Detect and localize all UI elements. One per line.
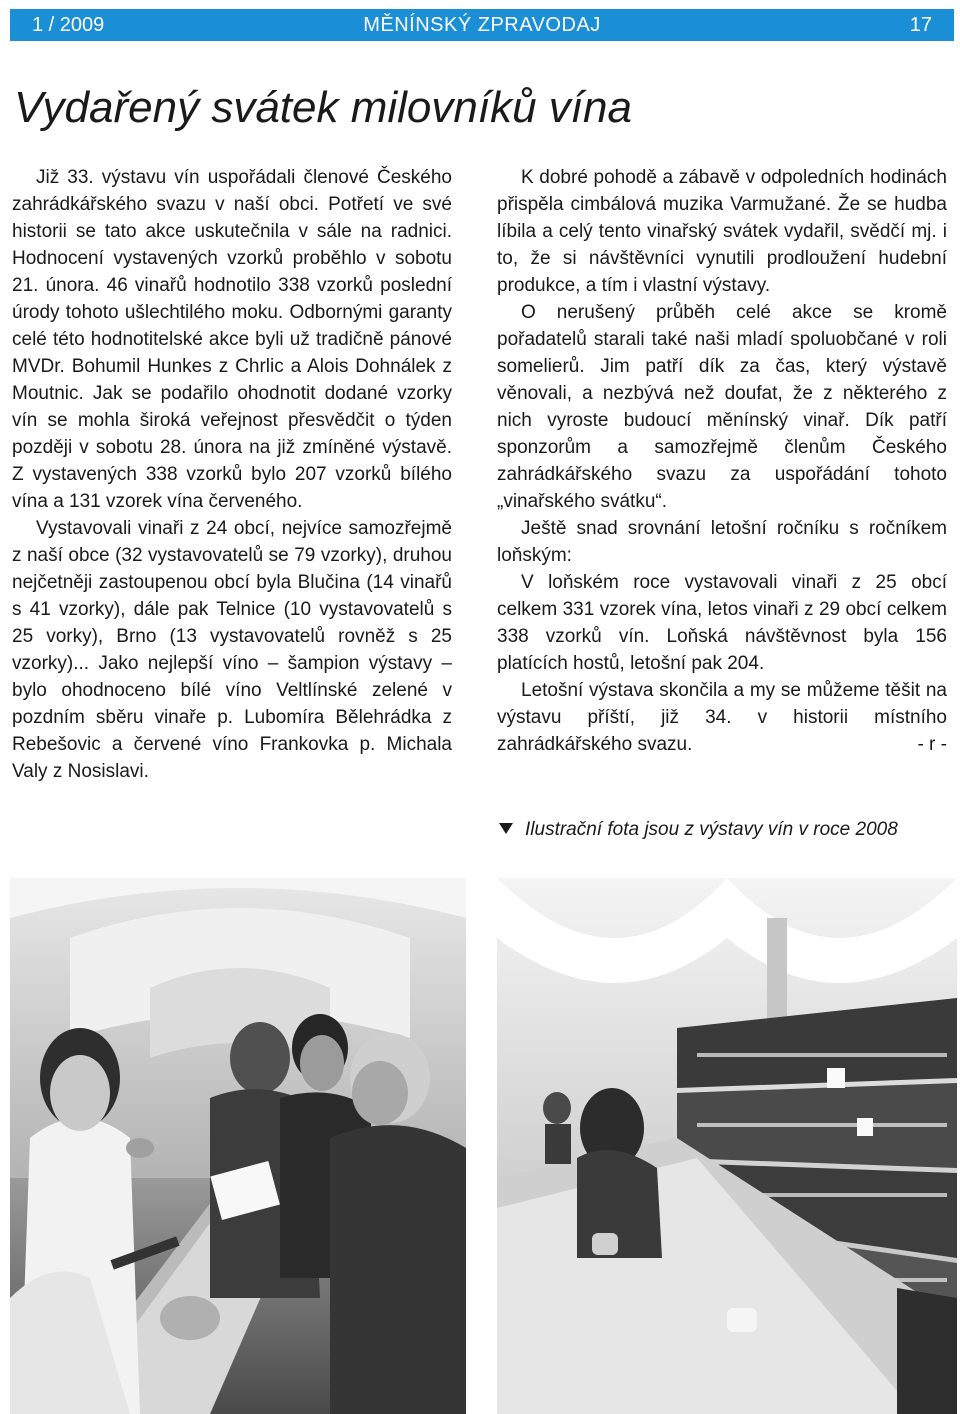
paragraph: Ještě snad srovnání letošní ročníku s ročníkem loňským: [497,518,947,566]
photo-right-graphic [497,878,957,1414]
article-title: Vydařený svátek milovníků vína [14,83,632,132]
page-number: 17 [909,14,932,36]
page-header [10,9,954,41]
paragraph: Již 33. výstavu vín uspořádali členové Českého zahrádkářského svazu v naší obci. Potřetí ve své historii se tato akce uskutečnila v sále na radnici. Hodnocení vystavených vzorků proběhlo v sobotu 21. února. 46 vinařů hodnotilo 338 vzorků poslední úrody tohoto ušlechtilého moku. Odbornými garanty celé této hodnotitelské akce byli už tradičně pánové MVDr. Bohumil Hunkes z Chrlic a Alois Dohnálek z Moutnic. Jak se podařilo ohodnotit dodané vzorky vín se mohla široká veřejnost přesvědčit o týden později v sobotu 28. února na již zmíněné výstavě. Z vystavených 338 vzorků bylo 207 vzorků bílého vína a 131 vzorek vína červeného. [12,167,452,512]
paragraph: V loňském roce vystavovali vinaři z 25 obcí celkem 331 vzorek vína, letos vinaři z 29 obcí celkem 338 vzorků vín. Loňská návštěvnost byla 156 platících hostů, letošní pak 204. [497,572,947,674]
paragraph: O nerušený průběh celé akce se kromě pořadatelů starali také naši mladí spoluobčané v roli somelierů. Jim patří dík za čas, který výstavě věnovali, a nezbývá než doufat, že z některého z nich vyroste budoucí měnínský vinař. Dík patří sponzorům a samozřejmě členům Českého zahrádkářského svazu za uspořádání tohoto „vinařského svátku“. [497,302,947,512]
paragraph: K dobré pohodě a zábavě v odpoledních hodinách přispěla cimbálová muzika Varmužané. Že se hudba líbila a celý tento vinařský svátek vydařil, svědčí mj. i to, že si návštěvníci vynutili prodloužení hudební produkce, a tím i vlastní výstavy. [497,167,947,296]
left-column [12,164,452,785]
paragraph: Vystavovali vinaři z 24 obcí, nejvíce samozřejmě z naší obce (32 vystavovatelů se 79 vzorky), druhou nejčetněji zastoupenou obcí byla Blučina (14 vinařů s 41 vzorky), dále pak Telnice (10 vystavovatelů s 25 vorky), Brno (13 vystavovatelů rovněž s 25 vzorky)... Jako nejlepší víno – šampion výstavy – bylo ohodnoceno bílé víno Veltlínské zelené v pozdním sběru vinaře p. Lubomíra Bělehrádka z Rebešovic a červené víno Frankovka p. Michala Valy z Nosislavi. [12,518,452,782]
photo-caption-text: Ilustrační fota jsou z výstavy vín v roce 2008 [525,819,898,840]
author-signature: - r - [917,734,947,755]
photo-wine-bottle-shelves [497,878,957,1414]
last-paragraph [497,677,947,758]
publication-name: MĚNÍNSKÝ ZPRAVODAJ [363,14,601,36]
photo-left-graphic [10,878,466,1414]
paragraph-text: Letošní výstava skončila a my se můžeme těšit na výstavu příští, již 34. v historii místního zahrádkářského svazu. [497,680,947,755]
triangle-down-icon [499,823,513,834]
issue-number: 1 / 2009 [32,14,105,36]
photo-wine-tasting-people [10,878,466,1414]
right-column [497,164,947,758]
photo-caption [497,817,957,843]
